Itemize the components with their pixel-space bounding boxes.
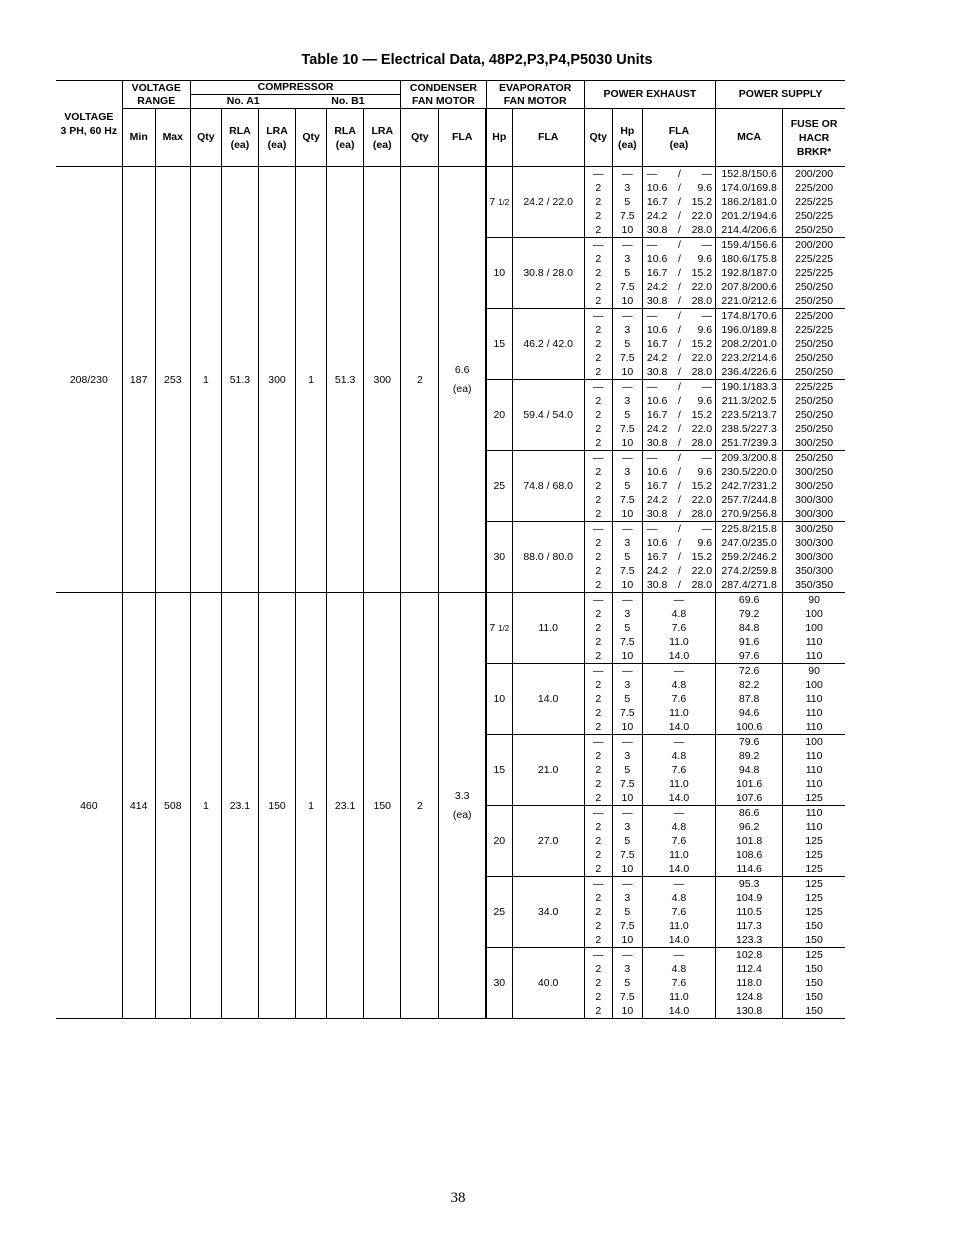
pe-hp-cell: — 3 5 7.5 10 — [612, 593, 642, 664]
header-evap-fla: FLA — [512, 109, 584, 167]
pe-qty-cell: — 2 2 2 2 — [584, 451, 612, 522]
header-b1-lra: LRA (ea) — [364, 109, 401, 167]
evap-fla-cell: 14.0 — [512, 664, 584, 735]
max-cell: 508 — [155, 593, 190, 1019]
pe-qty-cell: — 2 2 2 2 — [584, 735, 612, 806]
pe-fla-cell: — / — 10.6 / 9.6 16.7 / 15.2 24.2 / 22.0 30.8 / 28.0 — [642, 522, 715, 593]
b1-lra-cell: 150 — [364, 593, 401, 1019]
evap-hp-cell: 10 — [486, 238, 512, 309]
cond-qty-cell: 2 — [401, 593, 439, 1019]
fuse-cell: 110 110 125 125 125 — [783, 806, 845, 877]
header-pe-qty: Qty — [584, 109, 612, 167]
b1-rla-cell: 23.1 — [327, 593, 364, 1019]
header-cond-fla: FLA — [439, 109, 486, 167]
header-b1-rla: RLA (ea) — [327, 109, 364, 167]
a1-rla-cell: 51.3 — [221, 167, 258, 593]
a1-rla-cell: 23.1 — [221, 593, 258, 1019]
a1-lra-cell: 300 — [258, 167, 295, 593]
pe-fla-cell: — / — 10.6 / 9.6 16.7 / 15.2 24.2 / 22.0 30.8 / 28.0 — [642, 238, 715, 309]
a1-lra-cell: 150 — [258, 593, 295, 1019]
pe-hp-cell: — 3 5 7.5 10 — [612, 664, 642, 735]
pe-fla-cell: — 4.8 7.6 11.0 14.0 — [642, 877, 715, 948]
evap-fla-cell: 46.2 / 42.0 — [512, 309, 584, 380]
pe-qty-cell: — 2 2 2 2 — [584, 309, 612, 380]
evap-fla-cell: 34.0 — [512, 877, 584, 948]
pe-fla-cell: — / — 10.6 / 9.6 16.7 / 15.2 24.2 / 22.0 30.8 / 28.0 — [642, 451, 715, 522]
pe-qty-cell: — 2 2 2 2 — [584, 522, 612, 593]
cond-qty-cell: 2 — [401, 167, 439, 593]
pe-hp-cell: — 3 5 7.5 10 — [612, 806, 642, 877]
electrical-data-table — [56, 80, 845, 1019]
pe-fla-cell: — 4.8 7.6 11.0 14.0 — [642, 593, 715, 664]
evap-hp-cell: 15 — [486, 735, 512, 806]
evap-hp-cell: 30 — [486, 522, 512, 593]
mca-cell: 69.6 79.2 84.8 91.6 97.6 — [716, 593, 783, 664]
evap-hp-cell: 20 — [486, 380, 512, 451]
header-mca: MCA — [716, 109, 783, 167]
fuse-cell: 125 125 125 150 150 — [783, 877, 845, 948]
header-power-exhaust: POWER EXHAUST — [584, 81, 715, 109]
mca-cell: 174.8/170.6 196.0/189.8 208.2/201.0 223.2/214.6 236.4/226.6 — [716, 309, 783, 380]
evap-fla-cell: 40.0 — [512, 948, 584, 1019]
voltage-cell: 460 — [56, 593, 122, 1019]
header-no-b1: No. B1 — [296, 95, 401, 109]
fuse-cell: 250/250 300/250 300/250 300/300 300/300 — [783, 451, 845, 522]
header-evap-hp: Hp — [486, 109, 512, 167]
pe-qty-cell: — 2 2 2 2 — [584, 806, 612, 877]
evap-fla-cell: 21.0 — [512, 735, 584, 806]
cond-fla-cell: 3.3 (ea) — [439, 593, 486, 1019]
b1-qty-cell: 1 — [296, 593, 327, 1019]
evap-hp-cell: 30 — [486, 948, 512, 1019]
evap-fla-cell: 74.8 / 68.0 — [512, 451, 584, 522]
header-no-a1: No. A1 — [190, 95, 295, 109]
fuse-cell: 100 110 110 110 125 — [783, 735, 845, 806]
fuse-cell: 90 100 110 110 110 — [783, 664, 845, 735]
evap-hp-cell: 15 — [486, 309, 512, 380]
mca-cell: 209.3/200.8 230.5/220.0 242.7/231.2 257.7/244.8 270.9/256.8 — [716, 451, 783, 522]
pe-qty-cell: — 2 2 2 2 — [584, 167, 612, 238]
fuse-cell: 300/250 300/300 300/300 350/300 350/350 — [783, 522, 845, 593]
mca-cell: 159.4/156.6 180.6/175.8 192.8/187.0 207.8/200.6 221.0/212.6 — [716, 238, 783, 309]
fuse-cell: 225/225 250/250 250/250 250/250 300/250 — [783, 380, 845, 451]
fuse-cell: 200/200 225/225 225/225 250/250 250/250 — [783, 238, 845, 309]
evap-fla-cell: 11.0 — [512, 593, 584, 664]
table-title: Table 10 — Electrical Data, 48P2,P3,P4,P5030 Units — [301, 52, 653, 68]
pe-hp-cell: — 3 5 7.5 10 — [612, 948, 642, 1019]
pe-hp-cell: — 3 5 7.5 10 — [612, 380, 642, 451]
evap-hp-cell: 7 1/2 — [486, 593, 512, 664]
pe-hp-cell: — 3 5 7.5 10 — [612, 735, 642, 806]
header-b1-qty: Qty — [296, 109, 327, 167]
header-a1-lra: LRA (ea) — [258, 109, 295, 167]
header-cond-qty: Qty — [401, 109, 439, 167]
header-power-supply: POWER SUPPLY — [716, 81, 845, 109]
pe-fla-cell: — / — 10.6 / 9.6 16.7 / 15.2 24.2 / 22.0 30.8 / 28.0 — [642, 167, 715, 238]
pe-qty-cell: — 2 2 2 2 — [584, 593, 612, 664]
evap-fla-cell: 24.2 / 22.0 — [512, 167, 584, 238]
evap-hp-cell: 25 — [486, 451, 512, 522]
mca-cell: 225.8/215.8 247.0/235.0 259.2/246.2 274.2/259.8 287.4/271.8 — [716, 522, 783, 593]
fuse-cell: 125 150 150 150 150 — [783, 948, 845, 1019]
header-a1-qty: Qty — [190, 109, 221, 167]
mca-cell: 79.6 89.2 94.8 101.6 107.6 — [716, 735, 783, 806]
header-pe-hp: Hp (ea) — [612, 109, 642, 167]
pe-qty-cell: — 2 2 2 2 — [584, 238, 612, 309]
max-cell: 253 — [155, 167, 190, 593]
header-voltage-range: VOLTAGE RANGE — [122, 81, 190, 109]
pe-fla-cell: — / — 10.6 / 9.6 16.7 / 15.2 24.2 / 22.0 30.8 / 28.0 — [642, 380, 715, 451]
mca-cell: 86.6 96.2 101.8 108.6 114.6 — [716, 806, 783, 877]
b1-qty-cell: 1 — [296, 167, 327, 593]
min-cell: 414 — [122, 593, 155, 1019]
pe-hp-cell: — 3 5 7.5 10 — [612, 522, 642, 593]
evap-fla-cell: 88.0 / 80.0 — [512, 522, 584, 593]
a1-qty-cell: 1 — [190, 167, 221, 593]
cond-fla-cell: 6.6 (ea) — [439, 167, 486, 593]
header-min: Min — [122, 109, 155, 167]
header-compressor: COMPRESSOR — [190, 81, 401, 95]
header-max: Max — [155, 109, 190, 167]
table-row — [56, 167, 845, 238]
pe-qty-cell: — 2 2 2 2 — [584, 664, 612, 735]
header-condenser-fan-motor: CONDENSER FAN MOTOR — [401, 81, 486, 109]
min-cell: 187 — [122, 167, 155, 593]
evap-hp-cell: 20 — [486, 806, 512, 877]
evap-hp-cell: 7 1/2 — [486, 167, 512, 238]
evap-fla-cell: 59.4 / 54.0 — [512, 380, 584, 451]
table-body — [56, 167, 845, 1019]
pe-fla-cell: — 4.8 7.6 11.0 14.0 — [642, 948, 715, 1019]
pe-hp-cell: — 3 5 7.5 10 — [612, 877, 642, 948]
pe-fla-cell: — 4.8 7.6 11.0 14.0 — [642, 664, 715, 735]
page-number: 38 — [450, 1190, 466, 1206]
header-pe-fla: FLA (ea) — [642, 109, 715, 167]
mca-cell: 72.6 82.2 87.8 94.6 100.6 — [716, 664, 783, 735]
mca-cell: 190.1/183.3 211.3/202.5 223.5/213.7 238.5/227.3 251.7/239.3 — [716, 380, 783, 451]
pe-fla-cell: — 4.8 7.6 11.0 14.0 — [642, 806, 715, 877]
evap-hp-cell: 25 — [486, 877, 512, 948]
header-voltage: VOLTAGE 3 PH, 60 Hz — [56, 81, 122, 167]
mca-cell: 152.8/150.6 174.0/169.8 186.2/181.0 201.2/194.6 214.4/206.6 — [716, 167, 783, 238]
pe-hp-cell: — 3 5 7.5 10 — [612, 167, 642, 238]
mca-cell: 95.3 104.9 110.5 117.3 123.3 — [716, 877, 783, 948]
fuse-cell: 200/200 225/200 225/225 250/225 250/250 — [783, 167, 845, 238]
pe-fla-cell: — 4.8 7.6 11.0 14.0 — [642, 735, 715, 806]
pe-qty-cell: — 2 2 2 2 — [584, 380, 612, 451]
evap-fla-cell: 30.8 / 28.0 — [512, 238, 584, 309]
pe-hp-cell: — 3 5 7.5 10 — [612, 238, 642, 309]
header-evaporator-fan-motor: EVAPORATOR FAN MOTOR — [486, 81, 584, 109]
pe-hp-cell: — 3 5 7.5 10 — [612, 309, 642, 380]
b1-rla-cell: 51.3 — [327, 167, 364, 593]
fuse-cell: 90 100 100 110 110 — [783, 593, 845, 664]
pe-qty-cell: — 2 2 2 2 — [584, 948, 612, 1019]
mca-cell: 102.8 112.4 118.0 124.8 130.8 — [716, 948, 783, 1019]
pe-qty-cell: — 2 2 2 2 — [584, 877, 612, 948]
pe-hp-cell: — 3 5 7.5 10 — [612, 451, 642, 522]
header-fuse: FUSE OR HACR BRKR* — [783, 109, 845, 167]
fuse-cell: 225/200 225/225 250/250 250/250 250/250 — [783, 309, 845, 380]
b1-lra-cell: 300 — [364, 167, 401, 593]
a1-qty-cell: 1 — [190, 593, 221, 1019]
header-a1-rla: RLA (ea) — [221, 109, 258, 167]
table-row — [56, 593, 845, 664]
evap-fla-cell: 27.0 — [512, 806, 584, 877]
evap-hp-cell: 10 — [486, 664, 512, 735]
voltage-cell: 208/230 — [56, 167, 122, 593]
pe-fla-cell: — / — 10.6 / 9.6 16.7 / 15.2 24.2 / 22.0 30.8 / 28.0 — [642, 309, 715, 380]
